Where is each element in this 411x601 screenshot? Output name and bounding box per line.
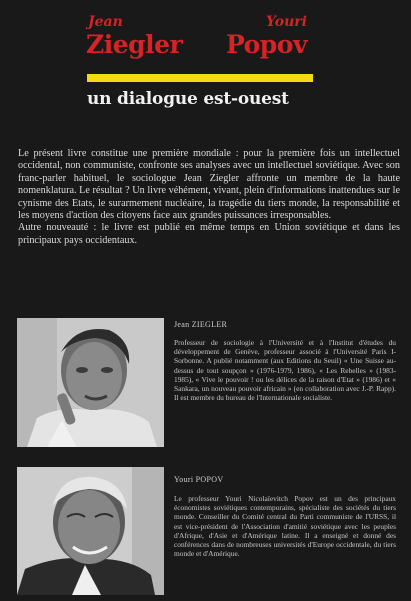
author-bio-text: Le professeur Youri Nicolaïevitch Popov est un des principaux économistes soviétiques contemporains, spécialiste des sociétés du tiers monde. Conseiller du Comité central du Parti communiste de l'URSS, il est vice-président de l'Association d'amitié soviétique avec les peuples d'Afrique, d'Asie et d'Amérique latine. Il a enseigné et donné des conférences dans de nombreuses universités d'Europe occidentale, du tiers monde et d'Amérique. — [174, 494, 396, 559]
author-names — [86, 14, 316, 66]
author-photo-ziegler — [17, 318, 164, 447]
book-subtitle: un dialogue est-ouest — [87, 89, 289, 109]
portrait-image — [17, 318, 164, 447]
author-photo-popov — [17, 467, 164, 595]
author-bio-name: Jean ZIEGLER — [174, 320, 228, 329]
blurb-paragraph: Autre nouveauté : le livre est publié en même temps en Union soviétique et dans les principaux pays occidentaux. — [18, 222, 400, 246]
portrait-image — [17, 467, 164, 595]
author-first-name-popov: Youri — [266, 14, 307, 30]
author-bio-text: Professeur de sociologie à l'Université et à l'Institut d'études du développement de Genève, professeur associé à l'Université Paris I-Sorbonne. A publié notamment (aux Editions du Seuil) « Une Suisse au-dessus de tout soupçon » (1976-1979, 1986), « Les Rebelles » (1983-1985), « Vive le pouvoir ! ou les délices de la raison d'Etat » (1986) et « Sankara, un nouveau pouvoir africain » (en collaboration avec J.-P. Rapp). Il est membre du bureau de l'Internationale socialiste. — [174, 338, 396, 403]
author-first-name-ziegler: Jean — [88, 14, 123, 30]
author-last-name-ziegler: Ziegler — [86, 30, 183, 59]
author-bio-name: Youri POPOV — [174, 475, 224, 484]
blurb-paragraph: Le présent livre constitue une première mondiale : pour la première fois un intellectuel occidental, non communiste, confronte ses analyses avec un intellectuel soviétique. Avec son franc-parler habituel, le sociologue Jean Ziegler affronte un membre de la haute nomenklatura. Le résultat ? Un livre véhément, vivant, plein d'informations inattendues sur le cynisme des Etats, le surarmement nucléaire, la tragédie du tiers monde, la responsabilité et les moyens d'action des citoyens face aux grandes puissances irresponsables. — [18, 148, 400, 222]
back-cover-blurb — [18, 148, 400, 247]
yellow-divider-bar — [87, 74, 313, 82]
author-last-name-popov: Popov — [226, 30, 307, 59]
